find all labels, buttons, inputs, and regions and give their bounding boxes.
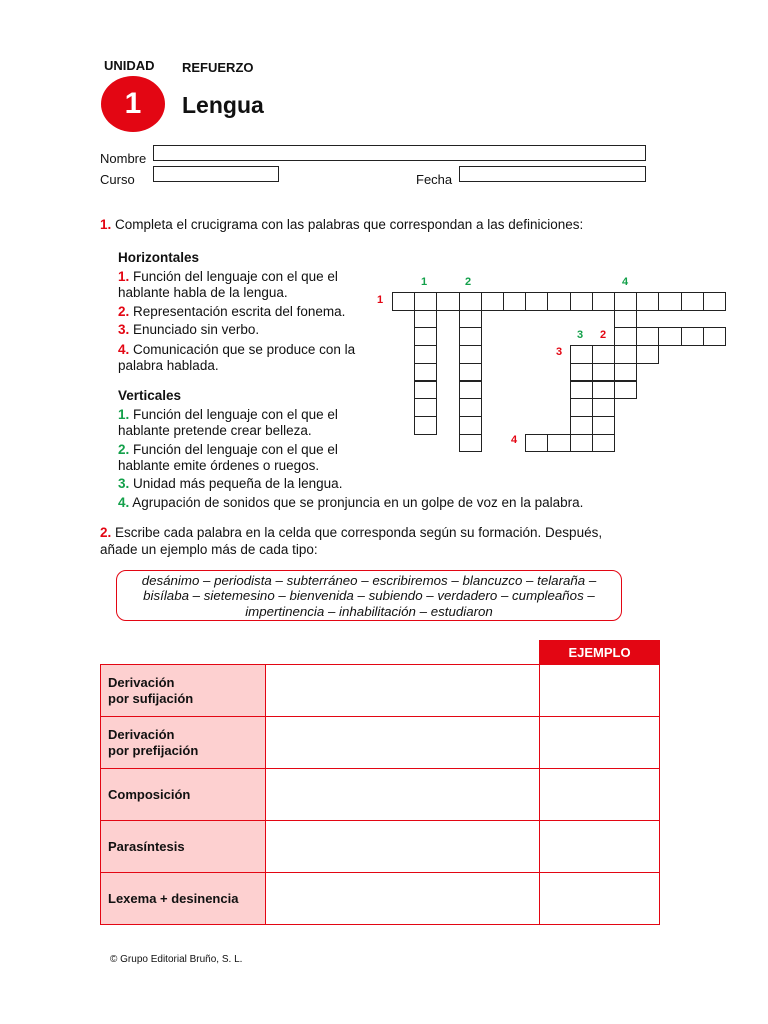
crossword-cell[interactable] [636, 345, 659, 364]
table-header-row [101, 641, 660, 665]
def-number: 3. [118, 322, 130, 337]
def-text: Unidad más pequeña de la lengua. [133, 476, 343, 491]
table-row [101, 873, 660, 925]
crossword-cell[interactable] [592, 434, 615, 453]
crossword-cell[interactable] [414, 416, 437, 435]
row-label-line: por prefijación [108, 742, 199, 758]
crossword-cell[interactable] [570, 345, 593, 364]
crossword-cell[interactable] [592, 398, 615, 417]
crossword-number-h2: 2 [600, 329, 607, 341]
row-label-line: Derivación [108, 674, 175, 690]
def-text: Función del lenguaje con el que el hablante emite órdenes o ruegos. [118, 442, 338, 473]
curso-field[interactable] [153, 166, 279, 182]
question-1 [100, 217, 583, 233]
crossword-cell[interactable] [414, 363, 437, 382]
fecha-field[interactable] [459, 166, 646, 182]
example-cell[interactable] [540, 717, 660, 769]
crossword-cell[interactable] [681, 292, 704, 311]
crossword-cell[interactable] [636, 327, 659, 346]
question-2 [100, 525, 658, 541]
answer-cell[interactable] [266, 821, 540, 873]
section-label: REFUERZO [182, 60, 254, 75]
word-bank-line: bisílaba – sietemesino – bienvenida – subiendo – verdadero – cumpleaños – [143, 588, 595, 604]
answer-cell[interactable] [266, 873, 540, 925]
crossword-cell[interactable] [414, 310, 437, 329]
word-bank-line: impertinencia – inhabilitación – estudiaron [245, 603, 493, 619]
crossword-cell[interactable] [414, 345, 437, 364]
vertical-def-4 [118, 495, 638, 511]
def-text: Agrupación de sonidos que se pronjuncia en un golpe de voz en la palabra. [132, 495, 584, 510]
crossword-number-v1: 1 [421, 276, 428, 288]
def-text: Función del lenguaje con el que el hablante pretende crear belleza. [118, 407, 338, 438]
unit-label: UNIDAD [104, 58, 155, 73]
example-cell[interactable] [540, 873, 660, 925]
copyright-footer: © Grupo Editorial Bruño, S. L. [110, 954, 243, 965]
crossword-cell[interactable] [525, 292, 548, 311]
vertical-def-2 [118, 442, 368, 473]
row-label-line: Composición [108, 786, 191, 802]
crossword-cell[interactable] [614, 345, 637, 364]
crossword-cell[interactable] [503, 292, 526, 311]
crossword-cell[interactable] [525, 434, 548, 453]
crossword-cell[interactable] [703, 292, 726, 311]
crossword-cell[interactable] [459, 292, 482, 311]
crossword-cell[interactable] [459, 398, 482, 417]
nombre-label: Nombre [100, 151, 147, 166]
word-bank [116, 570, 622, 621]
vertical-def-3 [118, 476, 368, 492]
def-text: Función del lenguaje con el que el hablante habla de la lengua. [118, 269, 338, 300]
crossword-number-v2: 2 [465, 276, 472, 288]
blank-cell [266, 641, 540, 665]
crossword-cell[interactable] [459, 363, 482, 382]
crossword-cell[interactable] [592, 345, 615, 364]
question-number: 2. [100, 525, 112, 540]
crossword-cell[interactable] [658, 292, 681, 311]
question-number: 1. [100, 217, 112, 232]
def-number: 2. [118, 442, 130, 457]
crossword-cell[interactable] [459, 381, 482, 400]
verticales-title: Verticales [118, 388, 182, 403]
def-number: 2. [118, 304, 130, 319]
example-cell[interactable] [540, 821, 660, 873]
row-label-line: Parasíntesis [108, 838, 185, 854]
def-number: 4. [118, 495, 130, 510]
crossword-number-h3: 3 [556, 346, 563, 358]
row-label-line: Lexema + desinencia [108, 890, 239, 906]
crossword-cell[interactable] [681, 327, 704, 346]
answer-cell[interactable] [266, 717, 540, 769]
example-cell[interactable] [540, 769, 660, 821]
classification-table [100, 640, 660, 925]
crossword-cell[interactable] [436, 292, 459, 311]
crossword-cell[interactable] [658, 327, 681, 346]
crossword-cell[interactable] [570, 434, 593, 453]
crossword-cell[interactable] [481, 292, 504, 311]
def-number: 3. [118, 476, 130, 491]
table-row [101, 717, 660, 769]
horizontal-def-4 [118, 342, 368, 373]
crossword-cell[interactable] [547, 434, 570, 453]
crossword-cell[interactable] [614, 381, 637, 400]
crossword-cell[interactable] [592, 381, 615, 400]
def-number: 4. [118, 342, 130, 357]
question-text: Completa el crucigrama con las palabras que correspondan a las definiciones: [115, 217, 584, 232]
row-label-parasintesis [101, 821, 266, 873]
crossword-number-v4: 4 [622, 276, 629, 288]
crossword-number-h4: 4 [511, 434, 518, 446]
crossword-cell[interactable] [614, 310, 637, 329]
crossword-cell[interactable] [614, 292, 637, 311]
horizontal-def-2 [118, 304, 368, 320]
crossword-cell[interactable] [570, 416, 593, 435]
crossword-cell[interactable] [414, 292, 437, 311]
crossword-cell[interactable] [459, 416, 482, 435]
row-label-prefijacion [101, 717, 266, 769]
curso-label: Curso [100, 172, 135, 187]
answer-cell[interactable] [266, 665, 540, 717]
def-text: Comunicación que se produce con la palabra hablada. [118, 342, 356, 373]
def-number: 1. [118, 407, 130, 422]
row-label-sufijacion [101, 665, 266, 717]
crossword-cell[interactable] [414, 381, 437, 400]
crossword-cell[interactable] [592, 416, 615, 435]
nombre-field[interactable] [153, 145, 646, 161]
crossword-cell[interactable] [459, 310, 482, 329]
fecha-label: Fecha [416, 172, 453, 187]
table-row [101, 821, 660, 873]
crossword-number-h1: 1 [377, 294, 384, 306]
row-label-line: por sufijación [108, 690, 194, 706]
crossword-cell[interactable] [703, 327, 726, 346]
def-number: 1. [118, 269, 130, 284]
crossword-cell[interactable] [636, 292, 659, 311]
crossword-cell[interactable] [459, 434, 482, 453]
table-row [101, 665, 660, 717]
question-text-line1: Escribe cada palabra en la celda que corresponda según su formación. Después, [115, 525, 603, 540]
crossword-cell[interactable] [570, 381, 593, 400]
crossword-cell[interactable] [592, 292, 615, 311]
row-label-composicion [101, 769, 266, 821]
row-label-lexema [101, 873, 266, 925]
unit-number-badge: 1 [101, 76, 165, 132]
answer-cell[interactable] [266, 769, 540, 821]
page-title: Lengua [182, 92, 264, 118]
horizontal-def-3 [118, 322, 368, 338]
crossword-cell[interactable] [414, 327, 437, 346]
row-label-line: Derivación [108, 726, 175, 742]
crossword-cell[interactable] [570, 292, 593, 311]
word-bank-line: desánimo – periodista – subterráneo – escribiremos – blancuzco – telaraña – [141, 573, 597, 588]
crossword-cell[interactable] [459, 345, 482, 364]
table-row [101, 769, 660, 821]
crossword-cell[interactable] [592, 363, 615, 382]
crossword-cell[interactable] [570, 363, 593, 382]
def-text: Enunciado sin verbo. [133, 322, 260, 337]
example-cell[interactable] [540, 665, 660, 717]
crossword-cell[interactable] [392, 292, 415, 311]
horizontales-title: Horizontales [118, 250, 200, 265]
question-2-line2: añade un ejemplo más de cada tipo: [100, 542, 318, 557]
blank-cell [101, 641, 266, 665]
vertical-def-1 [118, 407, 368, 438]
crossword-cell[interactable] [459, 327, 482, 346]
horizontal-def-1 [118, 269, 368, 300]
ejemplo-header: EJEMPLO [540, 641, 660, 665]
crossword-cell[interactable] [614, 363, 637, 382]
crossword-cell[interactable] [547, 292, 570, 311]
crossword-cell[interactable] [614, 327, 637, 346]
def-text: Representación escrita del fonema. [133, 304, 346, 319]
crossword-cell[interactable] [414, 398, 437, 417]
crossword-number-v3: 3 [577, 329, 584, 341]
crossword-cell[interactable] [570, 398, 593, 417]
